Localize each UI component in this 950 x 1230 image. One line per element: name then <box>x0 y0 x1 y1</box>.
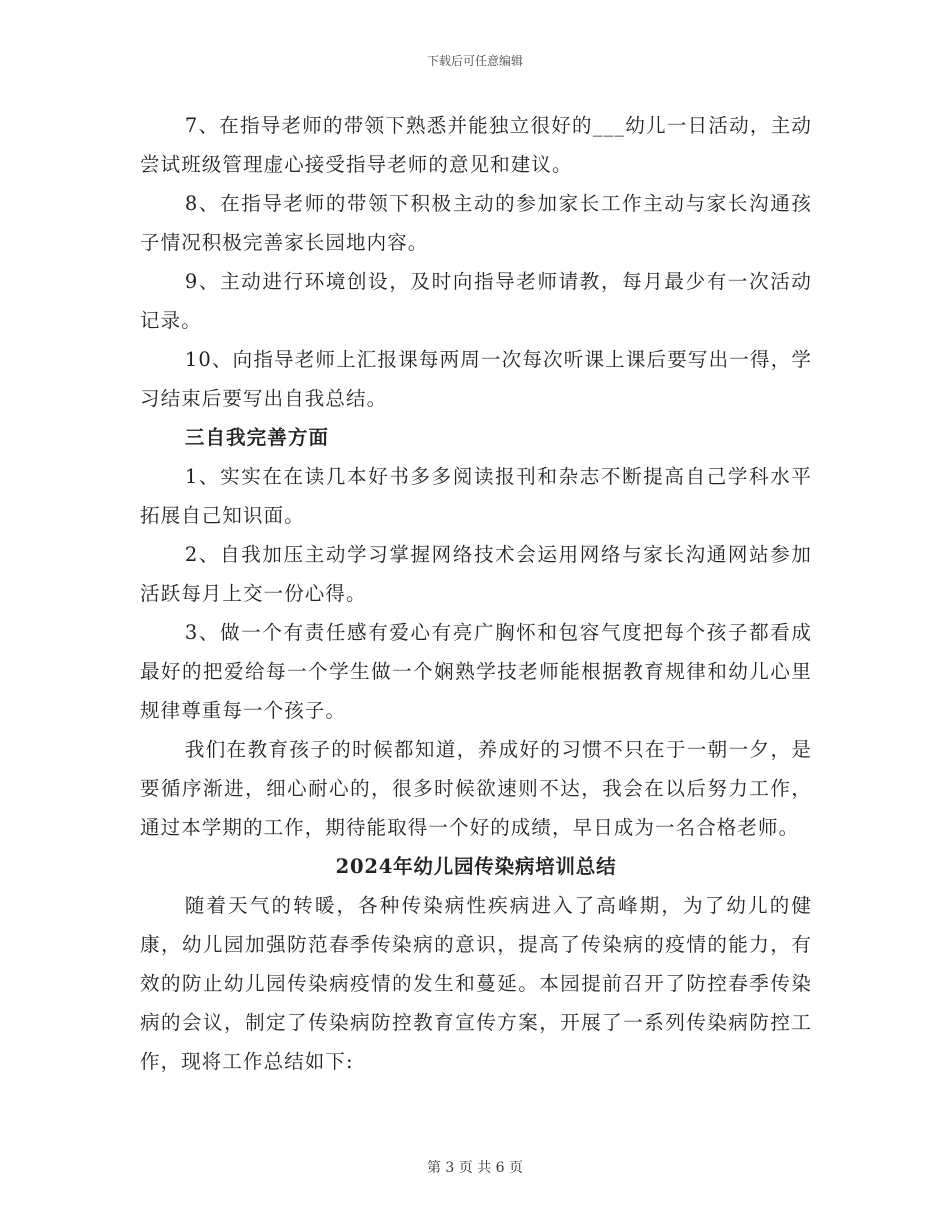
paragraph-item-7: 7、在指导老师的带领下熟悉并能独立很好的___幼儿一日活动，主动尝试班级管理虚心接受指导老师的意见和建议。 <box>140 114 812 176</box>
paragraph-item-8: 8、在指导老师的带领下积极主动的参加家长工作主动与家长沟通孩子情况积极完善家长园地内容。 <box>140 192 812 254</box>
paragraph-self-3: 3、做一个有责任感有爱心有亮广胸怀和包容气度把每个孩子都看成最好的把爱给每一个学生做一个娴熟学技老师能根据教育规律和幼儿心里规律尊重每一个孩子。 <box>140 621 812 722</box>
section-heading-self-improvement: 三自我完善方面 <box>184 426 330 449</box>
document-body <box>140 106 812 1081</box>
page-number: 第 3 页 共 6 页 <box>426 1160 524 1176</box>
paragraph-item-10: 10、向指导老师上汇报课每两周一次每次听课上课后要写出一得，学习结束后要写出自我总结。 <box>140 348 812 410</box>
paragraph-self-2: 2、自我加压主动学习掌握网络技术会运用网络与家长沟通网站参加活跃每月上交一份心得。 <box>140 543 812 605</box>
paragraph-closing: 我们在教育孩子的时候都知道，养成好的习惯不只在于一朝一夕，是要循序渐进，细心耐心的，很多时候欲速则不达，我会在以后努力工作，通过本学期的工作，期待能取得一个好的成绩，早日成为一名合格老师。 <box>140 738 812 839</box>
paragraph-item-9: 9、主动进行环境创设，及时向指导老师请教，每月最少有一次活动记录。 <box>140 270 812 332</box>
paragraph-intro: 随着天气的转暖，各种传染病性疾病进入了高峰期，为了幼儿的健康，幼儿园加强防范春季传染病的意识，提高了传染病的疫情的能力，有效的防止幼儿园传染病疫情的发生和蔓延。本园提前召开了防控春季传染病的会议，制定了传染病防控教育宣传方案，开展了一系列传染病防控工作，现将工作总结如下: <box>140 894 812 1073</box>
document-title-2024-summary: 2024年幼儿园传染病培训总结 <box>335 855 617 878</box>
page-header-note: 下载后可任意编辑 <box>426 54 523 68</box>
paragraph-self-1: 1、实实在在读几本好书多多阅读报刊和杂志不断提高自己学科水平拓展自己知识面。 <box>140 465 812 527</box>
